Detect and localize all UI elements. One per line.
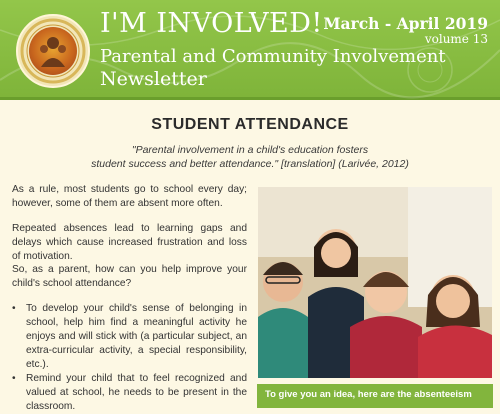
quote-line: "Parental involvement in a child's education fosters (131, 144, 369, 156)
students-photo (258, 187, 492, 378)
newsletter-subtitle: Parental and Community Involvement (100, 46, 446, 67)
issue-date: March - April 2019 (323, 14, 488, 33)
section-title: STUDENT ATTENDANCE (151, 116, 349, 133)
school-board-seal-icon (16, 14, 90, 88)
body-paragraph: Repeated absences lead to learning gaps and delays which cause increased frustration and loss of motivation. (12, 223, 247, 262)
section-quote (20, 143, 480, 171)
list-item-text: To develop your child's sense of belonging in school, help him find a meaningful activity he enjoys and will stick with (a particular subject, an extra-curricular activity, a special responsibility, etc.). (26, 303, 247, 370)
quote-line: student success and better attendance." [translation] (Larivée, 2012) (91, 158, 409, 170)
body-paragraph: As a rule, most students go to school every day; however, some of them are absent more often. (12, 184, 247, 209)
newsletter-header (0, 0, 500, 100)
caption-text: To give you an idea, here are the absenteeism (265, 389, 472, 400)
newsletter-title: I'M INVOLVED! (100, 8, 323, 39)
issue-volume: volume 13 (424, 32, 488, 46)
body-paragraph: So, as a parent, how can you help improve your child's school attendance? (12, 264, 247, 289)
newsletter-subtitle-line2: Newsletter (100, 68, 207, 90)
absenteeism-caption-box (257, 384, 493, 408)
bullet-icon: • (12, 303, 16, 314)
bullet-icon: • (12, 373, 16, 384)
list-item-text: Remind your child that to feel recognized and valued at school, he needs to be present in the classroom. (26, 373, 247, 412)
